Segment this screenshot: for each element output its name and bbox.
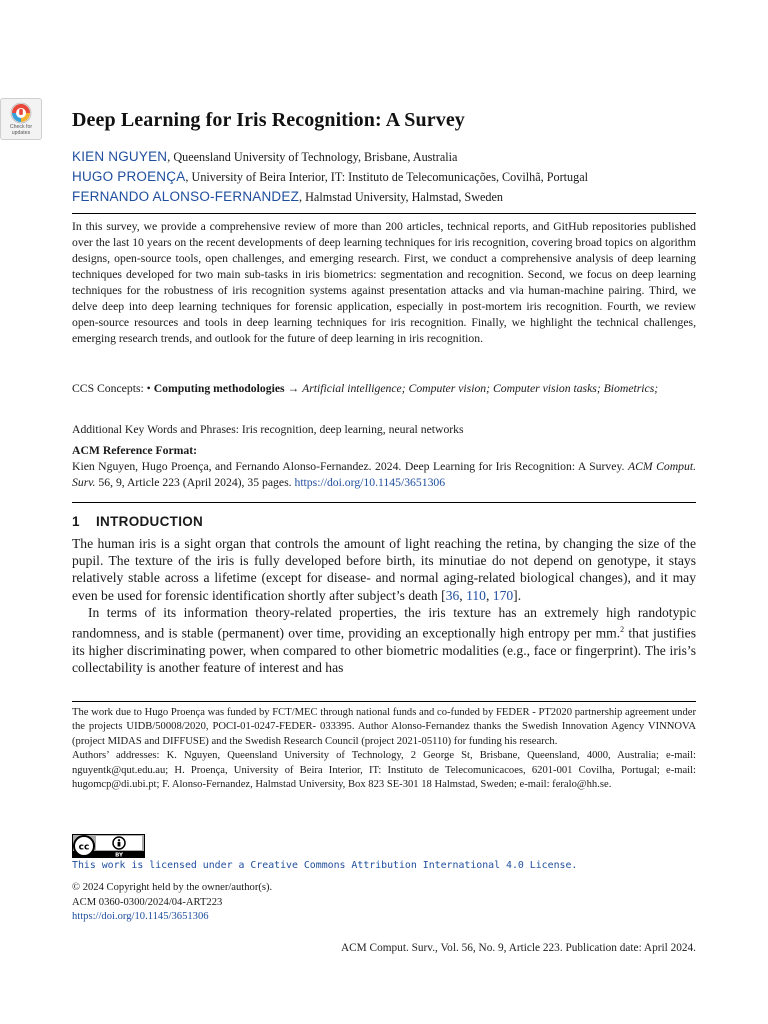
copyright-line: © 2024 Copyright held by the owner/author(s).: [72, 882, 273, 893]
badge-text-line1: Check for: [9, 124, 33, 130]
acm-ref-text: Kien Nguyen, Hugo Proença, and Fernando Alonso-Fernandez. 2024. Deep Learning for Iris Recognition: A Survey.: [72, 460, 628, 473]
footnote-marker[interactable]: 2: [620, 625, 625, 635]
acm-id-line: ACM 0360-0300/2024/04-ART223: [72, 896, 223, 908]
author-name[interactable]: FERNANDO ALONSO-FERNANDEZ: [72, 189, 300, 204]
intro-paragraph-2: [72, 604, 696, 676]
author-affiliation: , Queensland University of Technology, Brisbane, Australia: [167, 150, 458, 164]
author-affiliation: , University of Beira Interior, IT: Instituto de Telecomunicações, Covilhã, Portugal: [185, 170, 589, 184]
author-affiliation: , Halmstad University, Halmstad, Sweden: [299, 190, 504, 204]
footnote: [72, 706, 696, 792]
intro-p2-text: In terms of its information theory-related properties, the iris texture has an extremely high randotypic randomness, and is stable (permanent) over time, providing an exceptionally high entropy per mm.: [72, 604, 696, 641]
section-title: INTRODUCTION: [96, 514, 204, 529]
author-name[interactable]: HUGO PROENÇA: [72, 169, 186, 184]
author-line: [72, 167, 696, 187]
author-list: [72, 147, 696, 207]
acm-reference-text: [72, 459, 696, 491]
ccs-arrow: →: [284, 382, 303, 395]
page-footer: ACM Comput. Surv., Vol. 56, No. 9, Article 223. Publication date: April 2024.: [340, 942, 696, 954]
citation-link[interactable]: 36: [445, 587, 460, 603]
copyright-block: [72, 881, 272, 925]
ccs-label: CCS Concepts: •: [72, 382, 154, 395]
acm-reference-heading: ACM Reference Format:: [72, 444, 198, 457]
footnote-rule: [72, 701, 696, 702]
cc-text: cc: [78, 842, 90, 853]
license-link[interactable]: This work is licensed under a Creative Commons Attribution International 4.0 License.: [72, 860, 578, 871]
section-heading: [72, 514, 203, 529]
doi-link[interactable]: https://doi.org/10.1145/3651306: [294, 476, 446, 489]
intro-p1-end: ].: [513, 587, 522, 603]
by-text: BY: [115, 852, 123, 858]
badge-text: [10, 125, 32, 136]
author-name[interactable]: KIEN NGUYEN: [72, 149, 168, 164]
acm-ref-journal: ACM Comput. Surv.: [72, 460, 697, 489]
keywords: Additional Key Words and Phrases: Iris recognition, deep learning, neural networks: [72, 423, 464, 436]
ccs-bold: Computing methodologies: [153, 382, 285, 395]
check-for-updates-badge[interactable]: [0, 98, 42, 140]
badge-text-line2: updates: [11, 129, 31, 136]
intro-body: [72, 535, 696, 676]
citation-link[interactable]: 110: [466, 587, 486, 603]
header-rule: [72, 213, 696, 214]
doi-link-footer[interactable]: https://doi.org/10.1145/3651306: [72, 911, 209, 923]
crossmark-icon: [10, 102, 32, 124]
author-line: [72, 187, 696, 207]
intro-p1-text: The human iris is a sight organ that controls the amount of light reaching the retina, by changing the size of the pupil. The texture of the iris is fully developed before birth, its minutiae do not depend on genotype, it stays relatively stable across a lifetime (except for disease- and normal aging-related biological changes), and it may even be used for forensic identification shortly after subject’s death [: [72, 536, 696, 603]
author-addresses: Authors’ addresses: K. Nguyen, Queensland University of Technology, 2 George St, Brisbane, Queensland, 4000, Australia; e-mail: nguyentk@qut.edu.au; H. Proença, University of Beira Interior, IT: Instituto de Telecomunicacoes, 6201-001 Covilha, Portugal; e-mail: hugomcp@di.ubi.pt; F. Alonso-Fernandez, Halmstad University, Box 823 SE-301 18 Halmstad, Sweden; e-mail: feralo@hh.se.: [72, 750, 696, 791]
ccs-items: Artificial intelligence; Computer vision; Computer vision tasks; Biometrics;: [302, 382, 659, 395]
intro-p2-end: that justifies its higher discriminating power, when compared to other biometric modalities (e.g., face or fingerprint). The iris’s collectability is another feature of interest and has: [72, 625, 696, 675]
citation-link[interactable]: 170: [492, 587, 514, 603]
section-rule: [72, 502, 696, 503]
citation-sep: ,: [459, 587, 467, 603]
abstract: In this survey, we provide a comprehensive review of more than 200 articles, technical reports, and GitHub repositories published over the last 10 years on the recent developments of deep learning techniques for iris recognition, covering broad topics on algorithm designs, open-source tools, open challenges, and emerging research. First, we conduct a comprehensive analysis of deep learning techniques developed for two main sub-tasks in iris biometrics: segmentation and recognition. Second, we focus on deep learning techniques for the robustness of iris recognition systems against presentation attacks and via human-machine pairing. Third, we delve deep into deep learning techniques for forensic application, especially in post-mortem iris recognition. Fourth, we review open-source resources and tools in deep learning techniques for iris recognition. Finally, we highlight the technical challenges, emerging research trends, and outlook for the future of deep learning in iris recognition.: [72, 220, 696, 345]
citation-sep: ,: [485, 587, 493, 603]
author-line: [72, 147, 696, 167]
paper-title: Deep Learning for Iris Recognition: A Survey: [72, 109, 465, 131]
acm-ref-details: 56, 9, Article 223 (April 2024), 35 pages.: [95, 476, 295, 489]
ccs-concepts: [72, 381, 696, 397]
section-number: 1: [72, 514, 80, 529]
cc-by-icon[interactable]: [72, 834, 145, 858]
intro-paragraph-1: [72, 535, 696, 604]
funding-note: The work due to Hugo Proença was funded by FCT/MEC through national funds and co-funded by FEDER - PT2020 partnership agreement under the projects UIDB/50008/2020, POCI-01-0247-FEDER- 033395. Author Alonso-Fernandez thanks the Swedish Innovation Agency VINNOVA (project MIDAS and DIFFUSE) and the Swedish Research Council (project 2021-05110) for funding his research.: [72, 707, 696, 747]
